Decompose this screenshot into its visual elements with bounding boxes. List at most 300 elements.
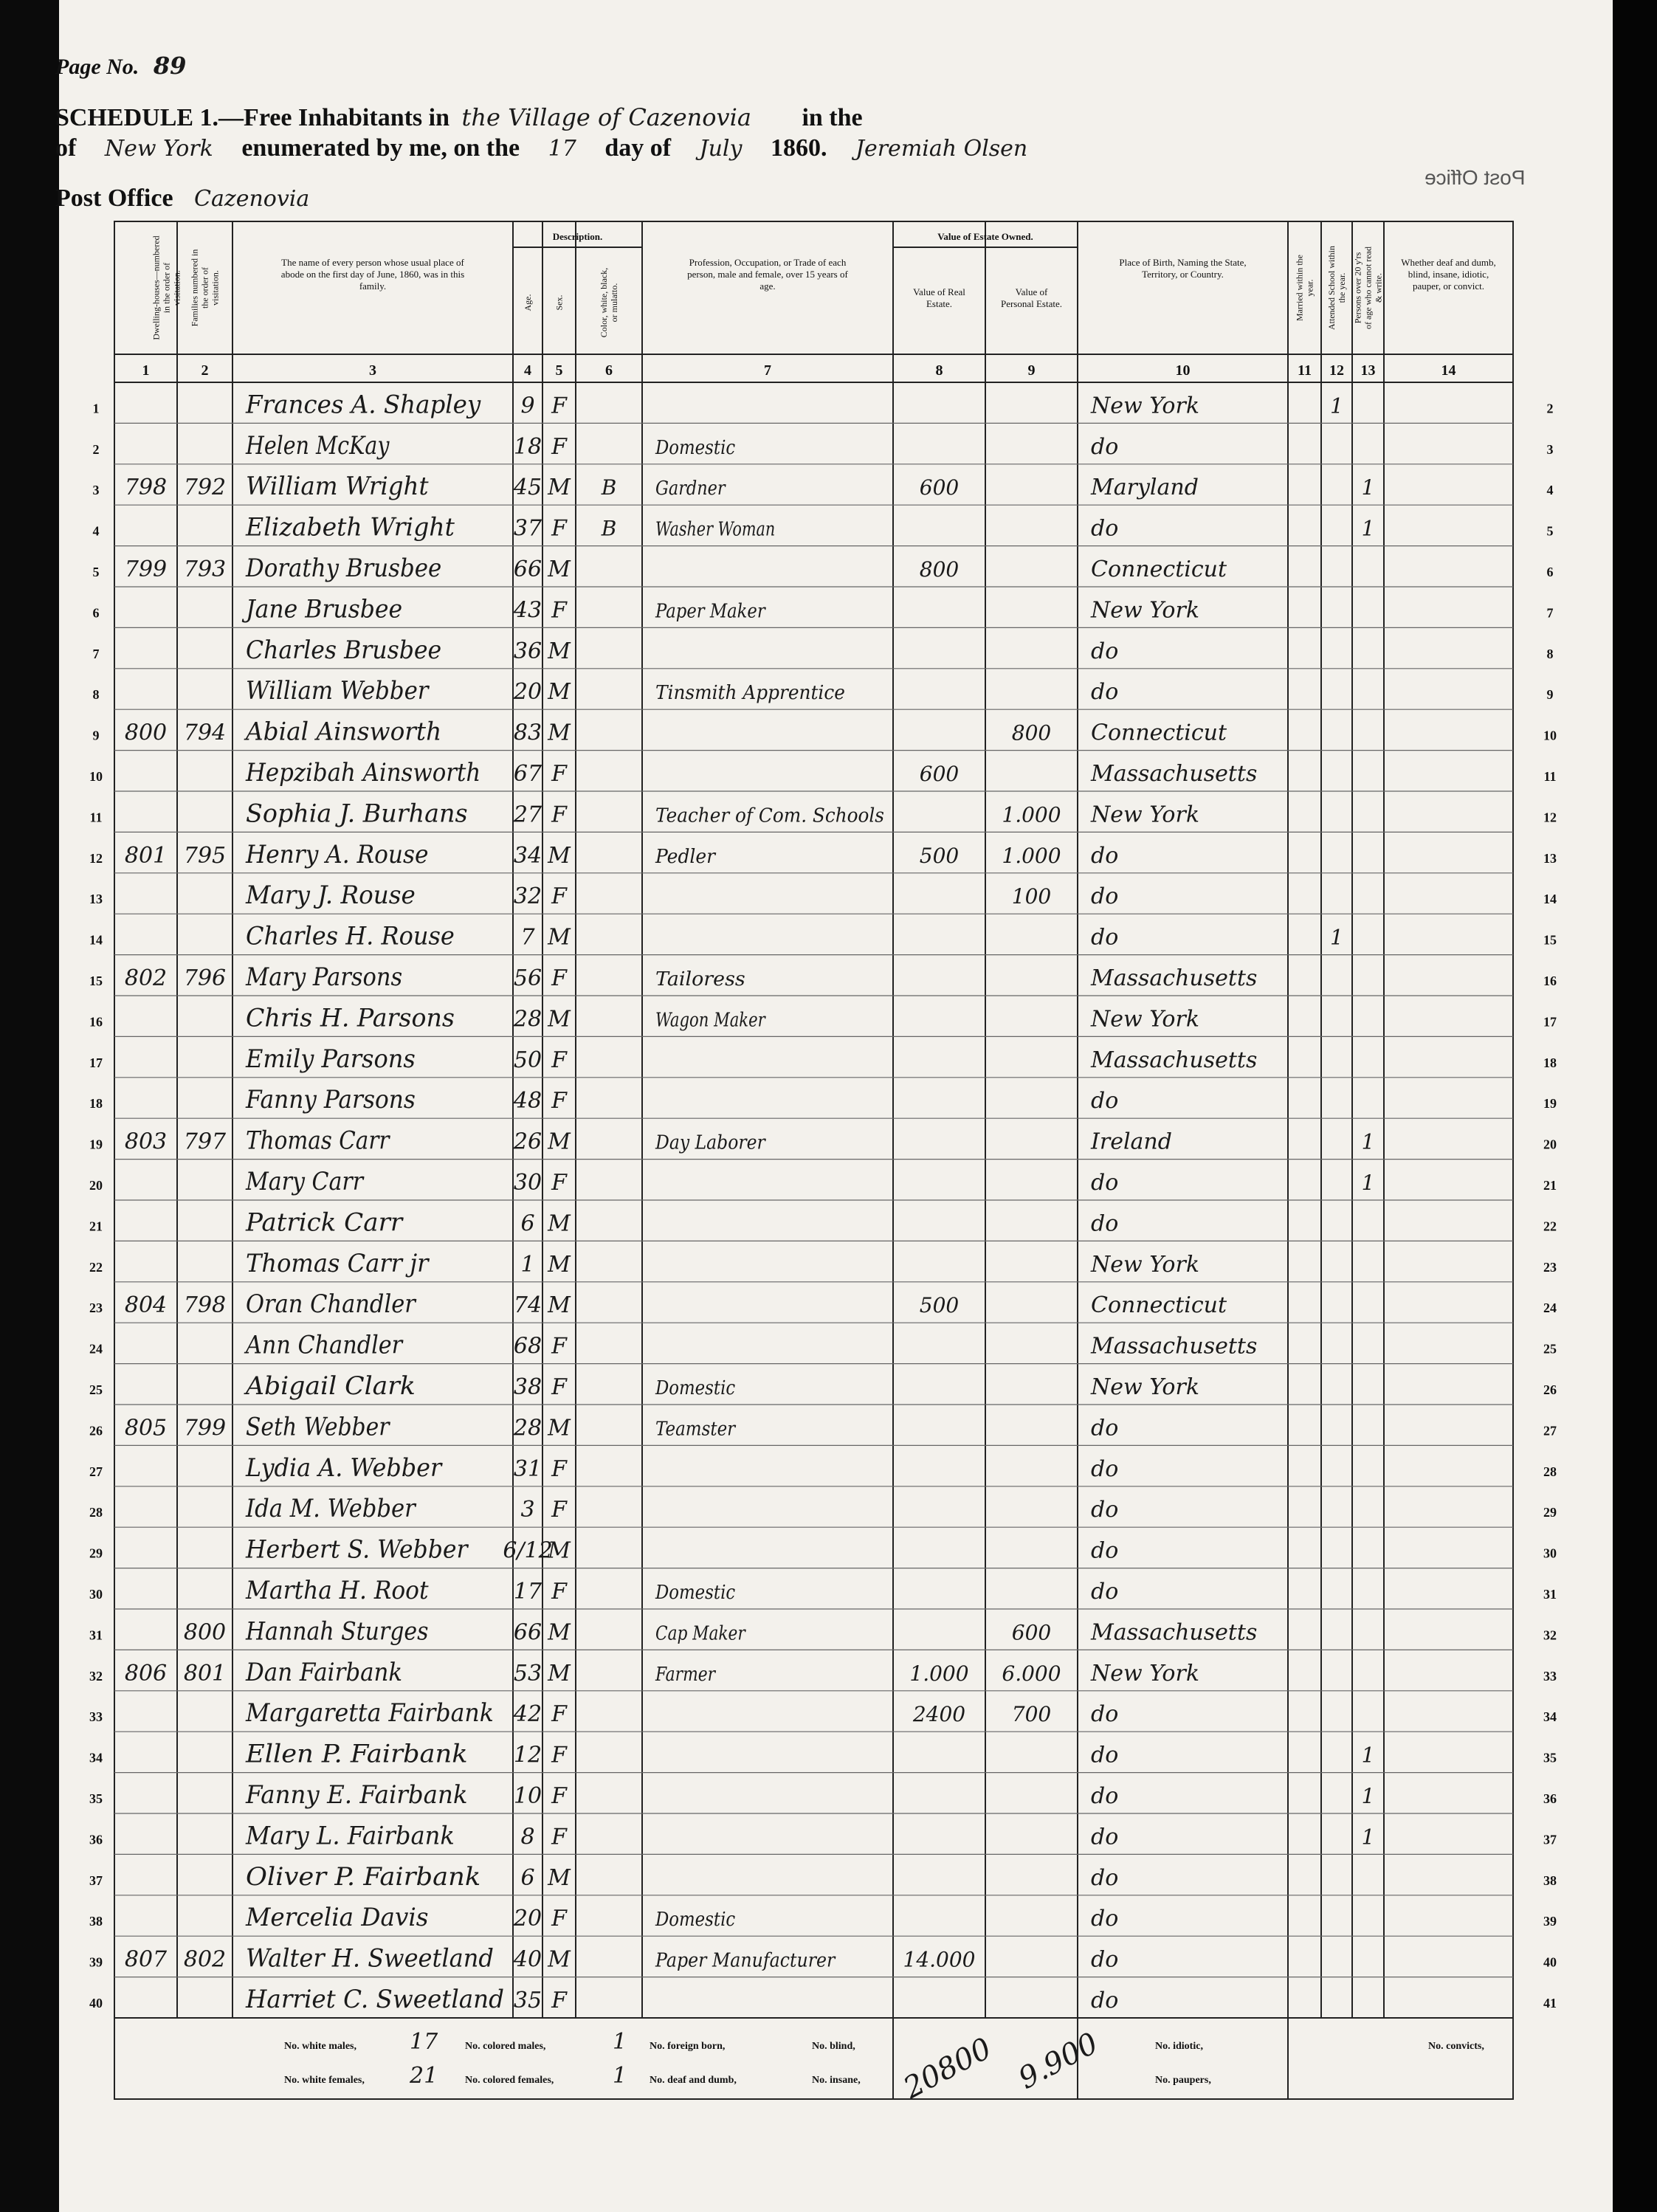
sex: M (548, 475, 571, 501)
person-name: Jane Brusbee (241, 594, 403, 624)
school-mark: 1 (1330, 393, 1343, 418)
column-title-5: Sex. (554, 294, 565, 311)
illiterate-mark: 1 (1361, 1129, 1375, 1154)
left-line-number: 18 (89, 1096, 103, 1112)
age: 37 (513, 515, 542, 542)
place-name: the Village of Cazenovia (461, 103, 751, 131)
table-row (89, 1780, 1557, 1810)
right-line-number: 12 (1543, 810, 1557, 825)
left-line-number: 23 (89, 1300, 103, 1316)
table-row (89, 1903, 1557, 1932)
right-line-number: 41 (1543, 1996, 1557, 2011)
post-office-name: Cazenovia (194, 186, 310, 212)
age: 7 (520, 924, 535, 951)
right-line-number: 21 (1543, 1178, 1557, 1193)
table-row (89, 1412, 1557, 1441)
age: 10 (513, 1783, 542, 1809)
age: 36 (513, 638, 542, 664)
birthplace: Connecticut (1091, 1292, 1227, 1319)
convicts-label: No. convicts, (1428, 2041, 1484, 2052)
table-row (93, 554, 1554, 583)
colored-females-count: 1 (613, 2063, 627, 2089)
age: 68 (513, 1333, 542, 1360)
blind-label: No. blind, (812, 2041, 855, 2052)
column-header-12 (1326, 246, 1347, 379)
left-line-number: 13 (89, 892, 103, 907)
white-males-label: No. white males, (284, 2041, 356, 2052)
right-line-number: 33 (1543, 1668, 1557, 1684)
dwelling-number: 802 (124, 965, 168, 991)
person-name: William Wright (246, 472, 429, 502)
birthplace: do (1091, 1946, 1119, 1973)
person-name: Mary J. Rouse (245, 881, 416, 911)
sex: F (551, 597, 567, 624)
age: 31 (513, 1455, 542, 1482)
person-name: Thomas Carr (246, 1126, 390, 1156)
right-line-number: 31 (1543, 1587, 1557, 1602)
right-line-number: 3 (1546, 441, 1554, 457)
post-office-label: Post Office (55, 185, 173, 212)
right-line-number: 32 (1543, 1627, 1557, 1643)
sex: M (548, 679, 571, 706)
person-name: Seth Webber (246, 1412, 391, 1442)
person-name: Fanny Parsons (245, 1085, 416, 1115)
birthplace: do (1091, 924, 1119, 951)
right-line-number: 30 (1543, 1546, 1557, 1561)
column-number-8: 8 (935, 362, 943, 379)
column-number-6: 6 (605, 362, 613, 379)
birthplace: do (1091, 1742, 1119, 1768)
sex: M (548, 1251, 571, 1278)
in-the-label: in the (802, 104, 863, 131)
age: 27 (513, 802, 542, 828)
page-number: 89 (153, 52, 187, 80)
right-line-number: 25 (1543, 1341, 1557, 1357)
person-name: Mary L. Fairbank (245, 1821, 455, 1851)
left-line-number: 14 (89, 932, 103, 948)
foreign-born-label: No. foreign born, (650, 2041, 726, 2052)
age: 8 (520, 1824, 535, 1850)
table-body (89, 390, 1557, 2014)
birthplace: do (1091, 515, 1119, 542)
column-header-9 (1001, 286, 1062, 379)
age: 30 (513, 1170, 542, 1196)
school-mark: 1 (1330, 925, 1343, 950)
table-row (89, 799, 1557, 828)
right-line-number: 35 (1543, 1750, 1557, 1765)
column-title-1: Dwelling-houses—numberedin the order ofvisitation. (151, 235, 182, 340)
family-number: 800 (183, 1619, 227, 1646)
family-number: 794 (183, 720, 227, 746)
age: 18 (513, 433, 542, 460)
personal-estate-value: 1.000 (1002, 843, 1061, 868)
column-title-10: Place of Birth, Naming the State, Territory, or Country. (1119, 257, 1247, 280)
table-row (93, 594, 1554, 624)
table-row (93, 390, 1554, 419)
real-estate-value: 1.000 (909, 1661, 969, 1686)
occupation: Paper Maker (655, 600, 767, 623)
person-name: Abial Ainsworth (244, 717, 442, 747)
sex: M (548, 1129, 571, 1155)
age: 26 (513, 1129, 542, 1155)
birthplace: New York (1091, 1251, 1199, 1278)
occupation: Day Laborer (655, 1131, 767, 1154)
occupation: Teacher of Com. Schools (655, 804, 884, 827)
family-number: 796 (183, 965, 227, 991)
table-row (89, 1453, 1557, 1483)
sex: M (548, 1292, 571, 1319)
column-header-13 (1353, 247, 1384, 379)
white-females-count: 21 (410, 2063, 438, 2089)
left-line-number: 12 (89, 850, 103, 866)
sex: M (548, 1210, 571, 1237)
family-number: 802 (183, 1946, 227, 1973)
day-of-label: day of (604, 134, 672, 162)
left-line-number: 19 (89, 1137, 103, 1152)
birthplace: Connecticut (1091, 720, 1227, 746)
table-row (89, 1044, 1557, 1074)
birthplace: do (1091, 679, 1119, 706)
right-line-number: 18 (1543, 1055, 1557, 1070)
column-title-11: Married within theyear. (1294, 255, 1315, 321)
sex: F (551, 1047, 567, 1073)
person-name: Martha H. Root (245, 1576, 429, 1605)
age: 20 (513, 1906, 542, 1932)
sex: M (548, 1415, 571, 1441)
family-number: 801 (183, 1660, 227, 1686)
right-line-number: 4 (1546, 483, 1554, 498)
column-title-14: Whether deaf and dumb, blind, insane, idiotic, pauper, or convict. (1401, 257, 1496, 292)
age: 28 (513, 1006, 542, 1033)
birthplace: do (1091, 1864, 1119, 1891)
state-name: New York (104, 136, 213, 162)
birthplace: New York (1091, 597, 1199, 624)
age: 56 (513, 965, 542, 991)
white-females-label: No. white females, (284, 2075, 365, 2086)
table-row (93, 635, 1554, 665)
column-number-11: 11 (1298, 362, 1312, 379)
left-line-number: 7 (92, 646, 100, 661)
sex: F (551, 393, 567, 419)
person-name: Lydia A. Webber (245, 1453, 443, 1483)
birthplace: New York (1091, 1660, 1199, 1686)
occupation: Paper Manufacturer (655, 1949, 836, 1972)
left-line-number: 29 (89, 1546, 103, 1561)
illiterate-mark: 1 (1361, 1743, 1375, 1768)
column-title-3: The name of every person whose usual place of abode on the first day of June, 1860, was in this family. (280, 257, 465, 292)
person-name: William Webber (246, 676, 430, 706)
right-line-number: 11 (1543, 769, 1557, 784)
birthplace: do (1091, 1210, 1119, 1237)
person-name: Helen McKay (245, 430, 390, 461)
occupation: Domestic (655, 1909, 736, 1932)
personal-estate-value: 6.000 (1002, 1661, 1061, 1686)
person-name: Walter H. Sweetland (246, 1943, 494, 1974)
person-name: Dan Fairbank (245, 1657, 403, 1687)
birthplace: do (1091, 433, 1119, 460)
column-title-6: Color, white, black,or mulatto. (599, 267, 619, 338)
occupation: Domestic (655, 1582, 736, 1604)
age: 66 (513, 1619, 542, 1646)
person-name: Ida M. Webber (245, 1494, 417, 1524)
age: 34 (513, 842, 542, 869)
age: 6/12 (503, 1537, 553, 1564)
birthplace: do (1091, 1497, 1119, 1523)
person-name: Emily Parsons (245, 1044, 416, 1074)
person-name: Patrick Carr (244, 1207, 404, 1238)
column-number-4: 4 (524, 362, 531, 379)
sex: F (551, 883, 567, 910)
occupation: Teamster (655, 1418, 737, 1441)
sex: M (548, 842, 571, 869)
table-row (89, 1616, 1557, 1646)
person-name: Frances A. Shapley (245, 390, 481, 420)
age: 74 (513, 1292, 542, 1319)
sex: F (551, 1824, 567, 1850)
person-name: Charles H. Rouse (246, 921, 455, 951)
sex: F (551, 802, 567, 828)
sex: F (551, 1497, 567, 1523)
dwelling-number: 798 (124, 475, 168, 501)
age: 28 (513, 1415, 542, 1441)
column-header-3 (281, 257, 465, 379)
left-line-number: 16 (89, 1014, 103, 1030)
left-line-number: 35 (89, 1791, 103, 1806)
sex: F (551, 433, 567, 460)
table-row (89, 1658, 1557, 1687)
family-number: 798 (183, 1292, 227, 1319)
left-line-number: 11 (89, 810, 103, 825)
right-line-number: 14 (1543, 892, 1557, 907)
white-males-count: 17 (410, 2029, 438, 2055)
right-line-number: 39 (1543, 1914, 1557, 1929)
left-line-number: 22 (89, 1259, 103, 1275)
left-line-number: 10 (89, 769, 103, 784)
person-name: Charles Brusbee (246, 635, 442, 665)
table-row (89, 840, 1557, 869)
sex: M (548, 1660, 571, 1686)
age: 83 (513, 720, 542, 746)
left-line-number: 33 (89, 1709, 103, 1725)
family-number: 793 (183, 557, 227, 582)
age: 42 (513, 1701, 542, 1728)
occupation: Tinsmith Apprentice (655, 682, 845, 705)
sex: M (548, 924, 571, 951)
right-line-number: 16 (1543, 974, 1557, 988)
insane-label: No. insane, (812, 2075, 861, 2086)
table-row (89, 1535, 1557, 1565)
table-row (89, 1985, 1557, 2014)
paupers-label: No. paupers, (1155, 2075, 1211, 2086)
state-of-label: of (55, 134, 77, 162)
page-label: Page No. (55, 55, 139, 79)
age: 43 (513, 597, 542, 624)
age: 40 (513, 1946, 542, 1973)
dwelling-number: 801 (124, 842, 168, 869)
birthplace: do (1091, 1824, 1119, 1850)
column-number-14: 14 (1441, 362, 1456, 379)
right-line-number: 6 (1546, 565, 1554, 579)
birthplace: do (1091, 1783, 1119, 1809)
column-number-1: 1 (142, 362, 150, 379)
column-title-4: Age. (523, 294, 533, 311)
table-row (89, 1698, 1557, 1728)
sex: F (551, 1783, 567, 1809)
personal-estate-value: 1.000 (1002, 802, 1061, 827)
left-line-number: 5 (92, 565, 100, 579)
column-title-2: Families numbered inthe order ofvisitation. (189, 249, 221, 327)
sex: M (548, 557, 571, 582)
right-line-number: 38 (1543, 1872, 1557, 1888)
person-name: Oliver P. Fairbank (246, 1861, 481, 1892)
table-row (89, 1085, 1557, 1114)
sex: M (548, 638, 571, 664)
sex: F (551, 515, 567, 542)
birthplace: do (1091, 1455, 1119, 1482)
sex: F (551, 1579, 567, 1605)
right-line-number: 20 (1543, 1137, 1557, 1152)
illiterate-mark: 1 (1361, 516, 1375, 541)
table-row (89, 1821, 1557, 1850)
right-line-number: 37 (1543, 1832, 1557, 1847)
sex: F (551, 1742, 567, 1768)
sex: M (548, 1537, 571, 1564)
real-estate-value: 600 (919, 475, 960, 500)
column-number-13: 13 (1360, 362, 1376, 379)
person-name: Thomas Carr jr (246, 1248, 430, 1278)
age: 50 (513, 1047, 542, 1073)
birthplace: Massachusetts (1091, 965, 1258, 991)
personal-estate-value: 800 (1011, 720, 1052, 745)
column-title-7: Profession, Occupation, or Trade of each person, male and female, over 15 years of age. (687, 257, 848, 292)
age: 12 (513, 1742, 542, 1768)
column-number-10: 10 (1175, 362, 1191, 379)
description-group-header: Description. (552, 231, 603, 242)
dwelling-number: 805 (124, 1415, 168, 1441)
table-gridlines (114, 221, 1513, 2099)
real-estate-value: 500 (919, 1293, 960, 1318)
sex: F (551, 1988, 567, 2013)
sex: M (548, 720, 571, 746)
sex: M (548, 1946, 571, 1973)
birthplace: New York (1091, 393, 1199, 419)
birthplace: do (1091, 1906, 1119, 1932)
age: 45 (513, 475, 542, 501)
birthplace: Ireland (1091, 1129, 1172, 1155)
colored-males-label: No. colored males, (465, 2041, 546, 2052)
column-number-9: 9 (1027, 362, 1036, 379)
column-header-10 (1119, 257, 1246, 379)
age: 38 (513, 1374, 542, 1400)
occupation: Domestic (655, 436, 736, 459)
table-row (89, 962, 1557, 992)
column-header-6 (599, 268, 619, 379)
left-line-number: 39 (89, 1954, 103, 1970)
age: 66 (513, 557, 542, 582)
table-row (89, 1740, 1557, 1769)
real-estate-value: 800 (919, 557, 960, 582)
age: 17 (513, 1579, 542, 1605)
table-row (89, 1576, 1557, 1605)
column-number-12: 12 (1329, 362, 1344, 379)
left-line-number: 24 (89, 1341, 103, 1357)
left-line-number: 4 (92, 523, 100, 539)
left-line-number: 30 (89, 1587, 103, 1602)
left-line-number: 2 (92, 441, 100, 457)
column-number-7: 7 (764, 362, 771, 379)
table-row (89, 1862, 1557, 1892)
right-line-number: 27 (1543, 1423, 1557, 1439)
birthplace: Massachusetts (1091, 761, 1258, 787)
birthplace: do (1091, 1701, 1119, 1728)
person-name: Fanny E. Fairbank (245, 1780, 468, 1810)
family-number: 799 (183, 1415, 227, 1441)
sex: M (548, 1006, 571, 1033)
age: 35 (513, 1988, 542, 2013)
occupation: Cap Maker (655, 1622, 746, 1645)
person-name: Dorathy Brusbee (245, 554, 442, 583)
column-title-13: Persons over 20 y'rsof age who cannot read& write. (1352, 247, 1384, 329)
column-header-2 (190, 249, 221, 379)
age: 3 (520, 1497, 535, 1523)
sex: F (551, 1455, 567, 1482)
left-line-number: 9 (92, 728, 100, 743)
faded-bleedthrough-text: Post Office (1425, 166, 1526, 189)
right-line-number: 22 (1543, 1219, 1557, 1234)
dwelling-number: 806 (124, 1660, 168, 1686)
sex: M (548, 1619, 571, 1646)
sex: F (551, 1088, 567, 1114)
occupation: Gardner (655, 478, 726, 500)
birthplace: Maryland (1091, 475, 1199, 501)
dwelling-number: 799 (124, 557, 168, 582)
table-row (89, 1331, 1557, 1360)
illiterate-mark: 1 (1361, 475, 1375, 500)
personal-estate-value: 600 (1011, 1620, 1052, 1645)
person-name: Chris H. Parsons (246, 1003, 455, 1033)
occupation: Pedler (655, 845, 717, 868)
estate-group-header: Value of Estate Owned. (937, 231, 1033, 242)
sex: F (551, 1374, 567, 1400)
birthplace: Massachusetts (1091, 1619, 1258, 1646)
color: B (601, 516, 617, 541)
left-line-number: 15 (89, 974, 103, 988)
birthplace: do (1091, 1088, 1119, 1114)
person-name: Hepzibah Ainsworth (245, 758, 481, 788)
occupation: Washer Woman (655, 518, 776, 541)
right-line-number: 29 (1543, 1505, 1557, 1520)
right-line-number: 2 (1546, 401, 1554, 416)
column-header-7 (687, 257, 848, 379)
occupation: Domestic (655, 1377, 736, 1399)
birthplace: New York (1091, 802, 1199, 828)
table-row (89, 1126, 1557, 1156)
sex: M (548, 1864, 571, 1891)
birthplace: do (1091, 1579, 1119, 1605)
age: 9 (520, 393, 535, 419)
age: 1 (520, 1251, 535, 1278)
table-row (89, 1289, 1557, 1319)
column-header-4 (523, 294, 533, 379)
birthplace: New York (1091, 1006, 1199, 1033)
person-name: Harriet C. Sweetland (245, 1985, 504, 2014)
table-row (89, 922, 1557, 951)
right-line-number: 26 (1543, 1382, 1557, 1397)
right-line-number: 36 (1543, 1791, 1557, 1806)
left-line-number: 27 (89, 1464, 103, 1479)
person-name: Ellen P. Fairbank (244, 1739, 468, 1769)
person-name: Hannah Sturges (245, 1616, 429, 1647)
